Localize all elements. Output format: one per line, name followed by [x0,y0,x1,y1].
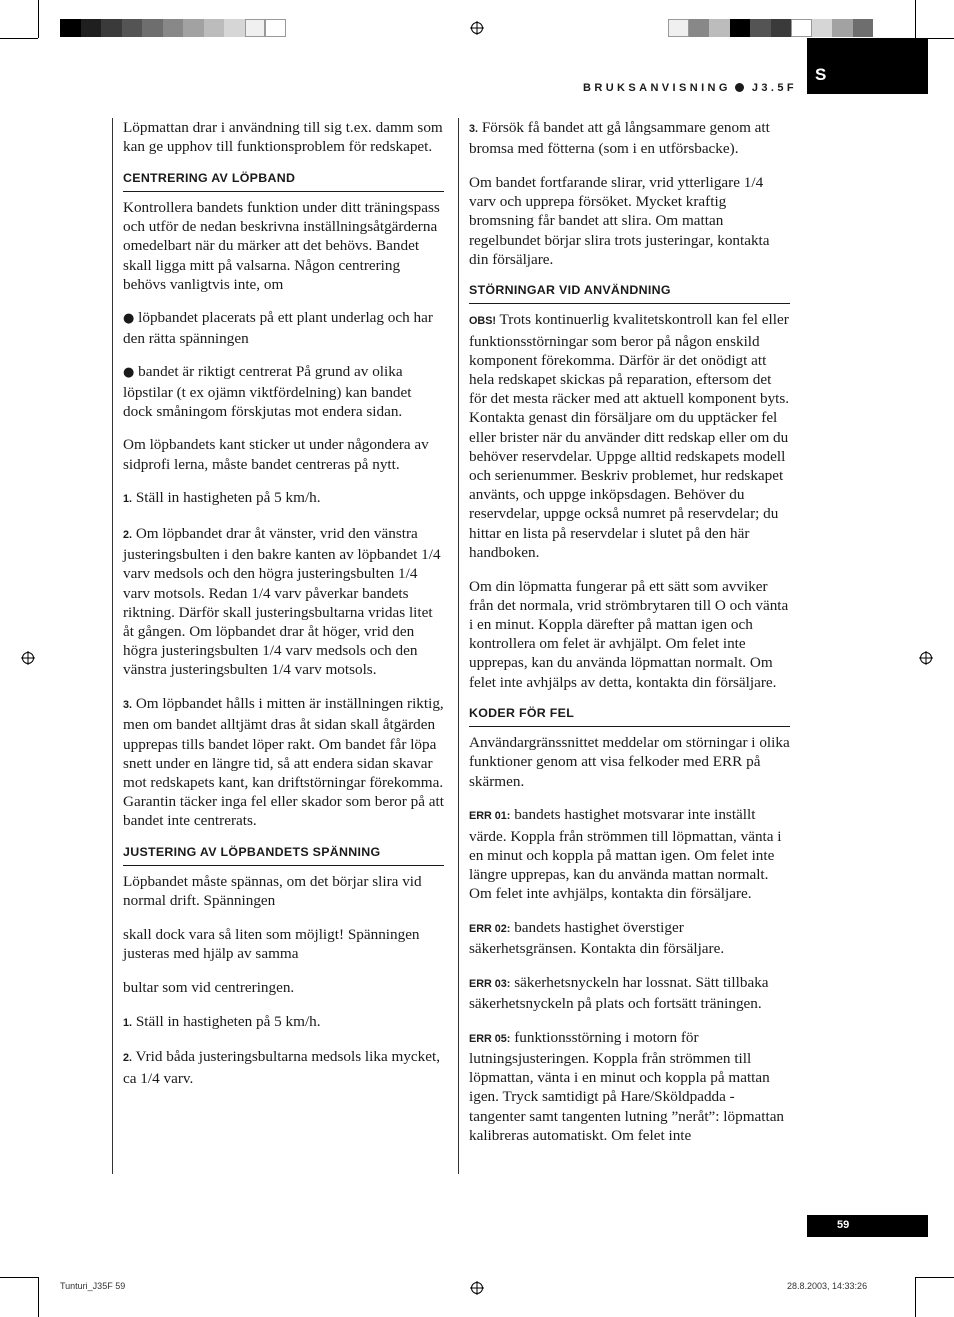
color-swatch [204,19,225,37]
color-swatch [81,19,102,37]
registration-mark-icon [21,651,35,665]
color-swatch [60,19,81,37]
step-item [123,524,444,680]
obs-text: Trots kontinuerlig kvalitetskontroll kan fel eller funktionsstörningar som beror på någon enskild komponent förekomma. Därför är det onödigt att hela redskapet skickas på reparation, eftersom det för det mesta räcker med att aktuell komponent byts. Kontakta genast din försäljare om du upptäcker fel eller brister när du använder ditt redskap eller om du behöver reservdelar. Uppge alltid redskapets modell och serienummer. Beskriv problemet, hur redskapet använts, och uppge inköpsdagen. Behöver du reservdelar, uppge också numret på reservdelar; du hittar en lista på reservdelar i slutet på den här handboken. [469,311,790,561]
color-swatch [668,19,689,37]
step-item [469,118,790,158]
step-item [123,488,444,509]
bullet-item [123,308,444,347]
error-code-text: bandets hastighet överstiger säkerhetsgränsen. Kontakta din försäljare. [469,918,725,958]
page-number: 59 [837,1219,850,1231]
codes-intro: Användargränssnittet meddelar om störningar i olika funktioner genom att visa felkoder med ERR på skärmen. [469,734,790,790]
color-swatch [122,19,143,37]
color-swatch [142,19,163,37]
step-item [123,1047,444,1087]
color-swatch [101,19,122,37]
bullet-text: löpbandet placerats på ett plant underlag och har den rätta spänningen [123,309,433,347]
obs-label: OBS! [469,315,496,328]
intro-paragraph: Löpmattan drar i användning till sig t.ex. damm som kan ge upphov till funktionsproblem för redskapet. [123,119,443,156]
step-text: Vrid båda justeringsbultarna medsols lika mycket, ca 1/4 varv. [123,1048,441,1087]
step-number: 2. [123,1052,133,1065]
section-heading-faults: STÖRNINGAR VID ANVÄNDNING [469,283,790,304]
centering-paragraph: Om löpbandets kant sticker ut under någondera av sidprofi lerna, måste bandet centreras på nytt. [123,436,429,473]
step-text: Försök få bandet att gå långsammare genom att bromsa med fötterna (som i en utförsbacke). [469,119,770,158]
obs-paragraph [469,310,790,562]
tension-paragraph: skall dock vara så liten som möjligt! Spänningen justeras med hjälp av samma [123,926,420,963]
step-number: 1. [123,493,133,506]
slip-paragraph: Om bandet fortfarande slirar, vrid ytterligare 1/4 varv och upprepa försöket. Mycket kraftig bromsning får bandet att slira. Om mattan regelbundet börjar slira trots justeringar, kontakta din försäljare. [469,173,770,268]
model-name: J3.5F [751,82,797,94]
registration-mark-icon [470,21,484,35]
step-number: 2. [123,529,133,542]
color-swatch [265,19,286,37]
tension-paragraph: Löpbandet måste spännas, om det börjar slira vid normal drift. Spänningen [123,873,422,910]
color-swatch [791,19,812,37]
color-swatch [183,19,204,37]
page-number-tab [807,1215,928,1237]
step-text: Ställ in hastigheten på 5 km/h. [135,1012,321,1030]
footer-timestamp: 28.8.2003, 14:33:26 [787,1281,868,1291]
section-heading-centering: CENTRERING AV LÖPBAND [123,171,444,192]
language-code: S [815,65,827,84]
section-heading-tension: JUSTERING AV LÖPBANDETS SPÄNNING [123,845,444,866]
faults-paragraph: Om din löpmatta fungerar på ett sätt som avviker från det normala, vrid strömbrytaren till O och vänta i en minut. Koppla därefter på mattan igen och kontrollera om felet är avhjälpt. Om felet inte upprepas, kan du använda löpmattan normalt. Om felet inte avhjälps av detta, kontakta din försäljare. [469,577,789,691]
error-code-item [469,1028,790,1145]
step-number: 1. [123,1016,133,1029]
color-swatch [771,19,792,37]
bullet-dot-icon [735,83,744,92]
color-swatch [245,19,266,37]
color-swatch [163,19,184,37]
error-code-item [469,805,790,903]
bullet-icon: ● [123,365,135,381]
left-column [123,118,444,1102]
step-text: Om löpbandet hålls i mitten är inställningen riktig, men om bandet alltjämt dras åt sidan skall åtgärden upprepas tills bandet löper rakt. Om bandet får löpa snett under en längre tid, så att endera sidan skavar mot redskapets kant, kan driftstörningar förekomma. Garantin täcker inga fel eller skador som beror på att bandet inte centrerats. [123,695,444,830]
step-item [123,694,444,830]
error-code-label: ERR 02: [469,922,511,935]
right-column [469,118,790,1159]
column-rule-middle [458,118,459,1174]
step-text: Ställ in hastigheten på 5 km/h. [135,489,321,507]
error-code-label: ERR 01: [469,810,511,823]
tension-paragraph: bultar som vid centreringen. [123,978,295,996]
step-number: 3. [123,699,133,712]
error-code-text: funktionsstörning i motorn för lutningsjusteringen. Koppla från strömmen till löpmattan, vänta i en minut och koppla på mattan igen. Tryck samtidigt på Hare/Sköldpadda -tangenter samt tangenten lutning ”neråt”: löpmattan kalibreras automatiskt. Om felet inte [469,1028,785,1144]
error-code-item [469,973,790,1013]
bullet-text: bandet är riktigt centrerat På grund av olika löpstilar (t ex ojämn viktfördelning) kan bandet dock småningom förskjutas mot endera sidan. [123,363,412,420]
footer-file-slug: Tunturi_J35F 59 [60,1281,126,1291]
step-item [123,1012,444,1033]
language-tab [807,38,928,94]
manual-title: BRUKSANVISNING [583,82,731,94]
color-swatch [832,19,853,37]
color-swatch [689,19,710,37]
color-swatch [853,19,874,37]
running-header [583,82,797,94]
error-code-label: ERR 03: [469,977,511,990]
registration-mark-icon [470,1281,484,1295]
color-swatch [730,19,751,37]
color-swatch [224,19,245,37]
error-code-item [469,918,790,958]
bullet-icon: ● [123,311,135,327]
error-code-text: bandets hastighet motsvarar inte inställt värde. Koppla från strömmen till löpmattan, vänta i en minut och koppla på mattan igen. Om felet inte längre upprepas, kan du använda mattan normalt. Om felet inte avhjälps, kontakta din försäljare. [469,806,782,903]
section-heading-codes: KODER FÖR FEL [469,706,790,727]
color-swatch [750,19,771,37]
bullet-item [123,362,444,421]
centering-intro: Kontrollera bandets funktion under ditt träningspass och utför de nedan beskrivna inställningsåtgärderna omedelbart när du märker att det behövs. Bandet skall ligga mitt på valsarna. Någon centrering behövs vanligtvis inte, om [123,198,440,293]
step-number: 3. [469,123,479,135]
column-rule-left [112,118,113,1174]
step-text: Om löpbandet drar åt vänster, vrid den vänstra justeringsbulten i den bakre kanten av löpbandet 1/4 varv medsols och den högra justeringsbulten 1/4 varv motsols. Redan 1/4 varv påverkar bandets riktning. Därför skall justeringsbultarna vridas litet åt gången. Om löpbandet drar åt höger, vrid den högra justeringsbulten 1/4 varv medsols och den vänstra justeringsbulten 1/4 varv motsols. [123,525,441,679]
color-swatch [709,19,730,37]
registration-mark-icon [919,651,933,665]
color-swatch [812,19,833,37]
error-code-text: säkerhetsnyckeln har lossnat. Sätt tillbaka säkerhetsnyckeln på plats och fortsätt träningen. [469,973,769,1013]
error-code-label: ERR 05: [469,1032,511,1045]
